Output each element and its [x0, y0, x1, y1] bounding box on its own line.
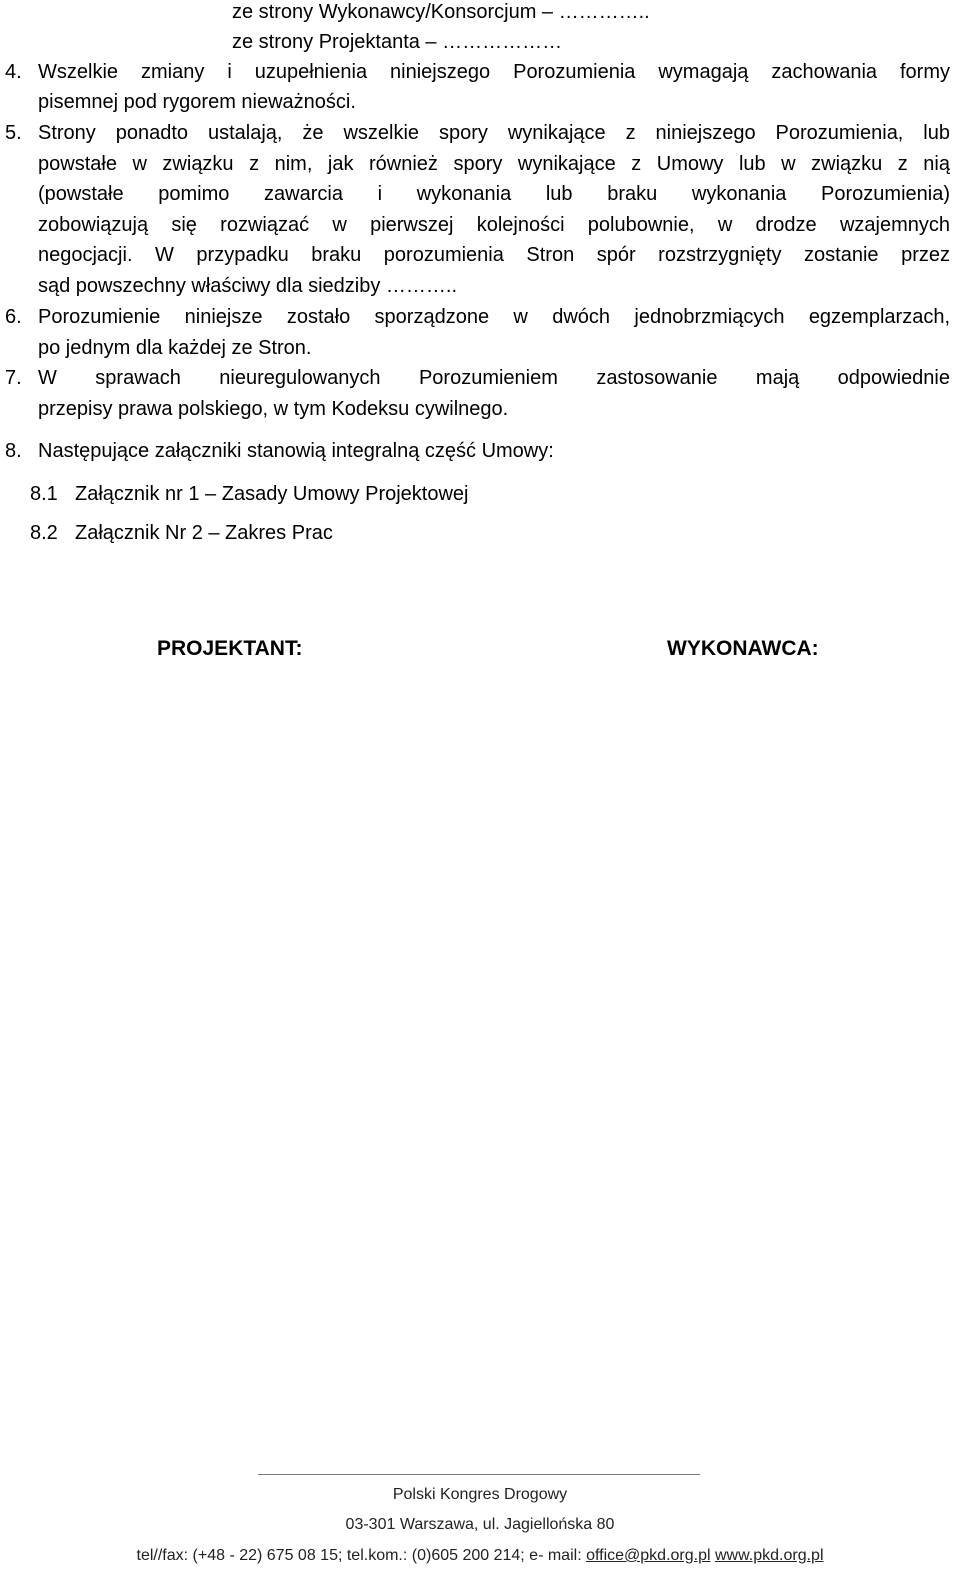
item-5-line-2: powstałe w związku z nim, jak również spory wynikające z Umowy lub w związku z nią	[38, 153, 950, 175]
item-6-number: 6.	[5, 306, 22, 328]
item-7-line-1: W sprawach nieuregulowanych Porozumieniem zastosowanie mają odpowiednie	[38, 367, 950, 389]
item-7-number: 7.	[5, 367, 22, 389]
contractor-line: ze strony Wykonawcy/Konsorcjum – …………..	[232, 1, 650, 23]
item-5-line-4: zobowiązują się rozwiązać w pierwszej kolejności polubownie, w drodze wzajemnych	[38, 214, 950, 236]
item-4-line-1: Wszelkie zmiany i uzupełnienia niniejszego Porozumienia wymagają zachowania formy	[38, 61, 950, 83]
footer-organization: Polski Kongres Drogowy	[392, 1486, 568, 1503]
item-5-line-6: sąd powszechny właściwy dla siedziby ………..	[38, 275, 458, 297]
item-8-number: 8.	[5, 440, 22, 462]
signature-contractor-label: WYKONAWCA:	[667, 637, 819, 660]
footer-address: 03-301 Warszawa, ul. Jagiellońska 80	[345, 1516, 615, 1533]
designer-line: ze strony Projektanta – ………………	[232, 31, 563, 53]
item-4-number: 4.	[5, 61, 22, 83]
footer-contact	[0, 1546, 960, 1566]
footer-email-link[interactable]: office@pkd.org.pl	[586, 1547, 711, 1564]
attachment-2-label: Załącznik Nr 2 – Zakres Prac	[75, 522, 333, 544]
footer-contact-text: tel//fax: (+48 - 22) 675 08 15; tel.kom.: (0)605 200 214; e- mail:	[136, 1547, 587, 1564]
item-5-line-5: negocjacji. W przypadku braku porozumienia Stron spór rozstrzygnięty zostanie przez	[38, 244, 950, 266]
attachment-1-number: 8.1	[30, 483, 58, 505]
item-6-line-1: Porozumienie niniejsze zostało sporządzone w dwóch jednobrzmiących egzemplarzach,	[38, 306, 950, 328]
item-7-line-2: przepisy prawa polskiego, w tym Kodeksu cywilnego.	[38, 398, 509, 420]
footer-website-link[interactable]: www.pkd.org.pl	[715, 1547, 824, 1564]
item-5-line-3: (powstałe pomimo zawarcia i wykonania lub braku wykonania Porozumienia)	[38, 183, 950, 205]
signature-designer-label: PROJEKTANT:	[157, 637, 303, 660]
attachment-1-label: Załącznik nr 1 – Zasady Umowy Projektowej	[75, 483, 469, 505]
item-6-line-2: po jednym dla każdej ze Stron.	[38, 337, 312, 359]
footer-divider	[258, 1474, 700, 1475]
item-5-number: 5.	[5, 122, 22, 144]
item-5-line-1: Strony ponadto ustalają, że wszelkie spory wynikające z niniejszego Porozumienia, lub	[38, 122, 950, 144]
item-8-line-1: Następujące załączniki stanowią integralną część Umowy:	[38, 440, 554, 462]
attachment-2-number: 8.2	[30, 522, 58, 544]
item-4-line-2: pisemnej pod rygorem nieważności.	[38, 91, 356, 113]
